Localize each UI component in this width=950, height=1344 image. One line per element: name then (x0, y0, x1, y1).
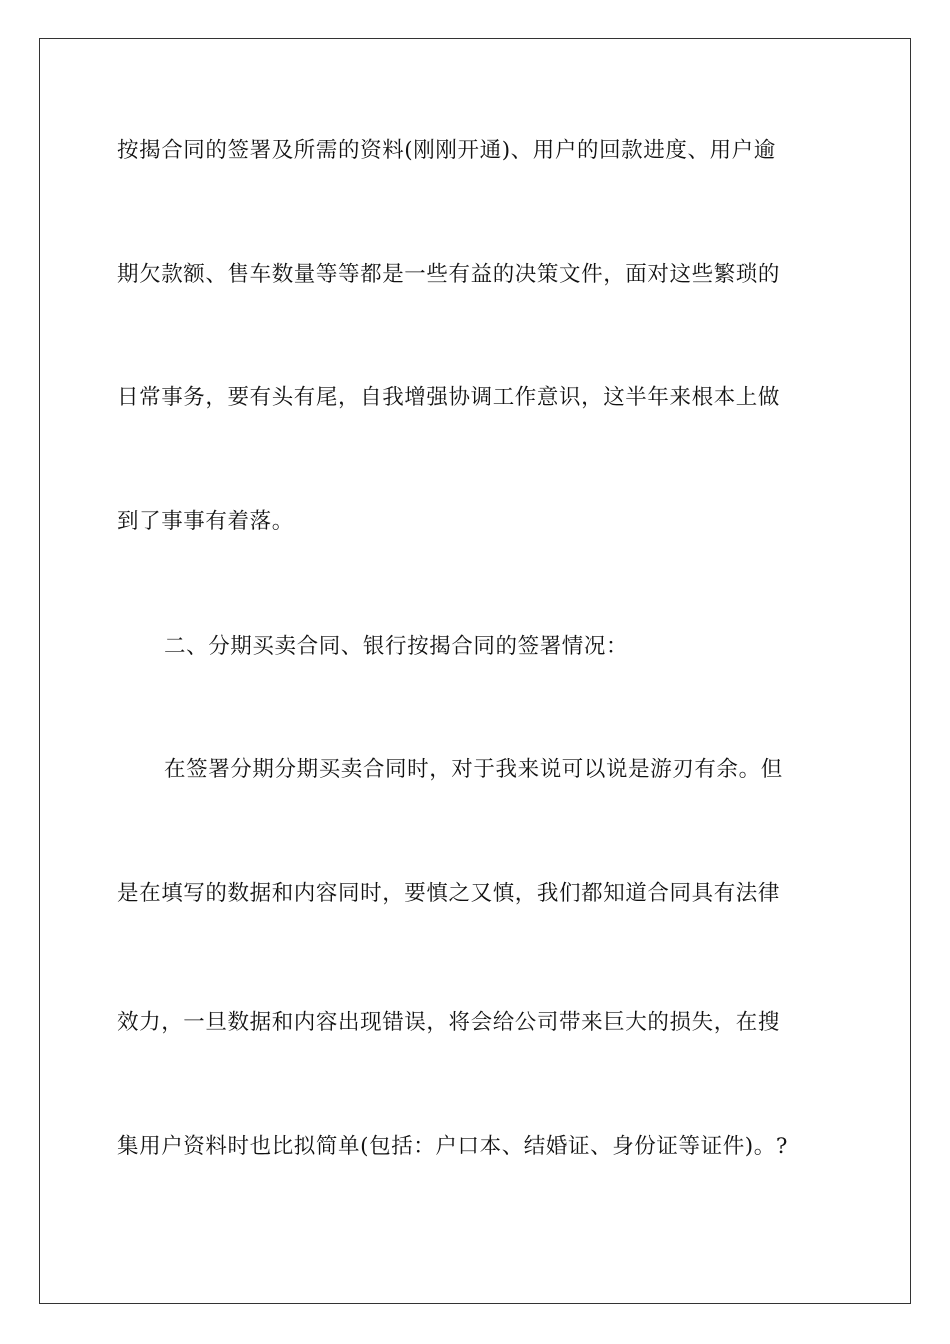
paragraph-2-line-4: 集用户资料时也比拟简单(包括：户口本、结婚证、身份证等证件)。? (117, 1134, 789, 1159)
paragraph-2-line-1: 在签署分期分期买卖合同时，对于我来说可以说是游刃有余。但 (164, 757, 783, 782)
paragraph-1-line-1: 按揭合同的签署及所需的资料(刚刚开通)、用户的回款进度、用户逾 (117, 138, 776, 163)
paragraph-1-line-3: 日常事务，要有头有尾，自我增强协调工作意识，这半年来根本上做 (117, 385, 781, 410)
paragraph-2-line-3: 效力，一旦数据和内容出现错误，将会给公司带来巨大的损失，在搜 (117, 1010, 781, 1035)
page-border (39, 38, 911, 1304)
section-heading: 二、分期买卖合同、银行按揭合同的签署情况： (164, 634, 629, 659)
paragraph-1-line-4: 到了事事有着落。 (117, 509, 294, 534)
paragraph-2-line-2: 是在填写的数据和内容同时，要慎之又慎，我们都知道合同具有法律 (117, 881, 781, 906)
paragraph-1-line-2: 期欠款额、售车数量等等都是一些有益的决策文件，面对这些繁琐的 (117, 262, 781, 287)
